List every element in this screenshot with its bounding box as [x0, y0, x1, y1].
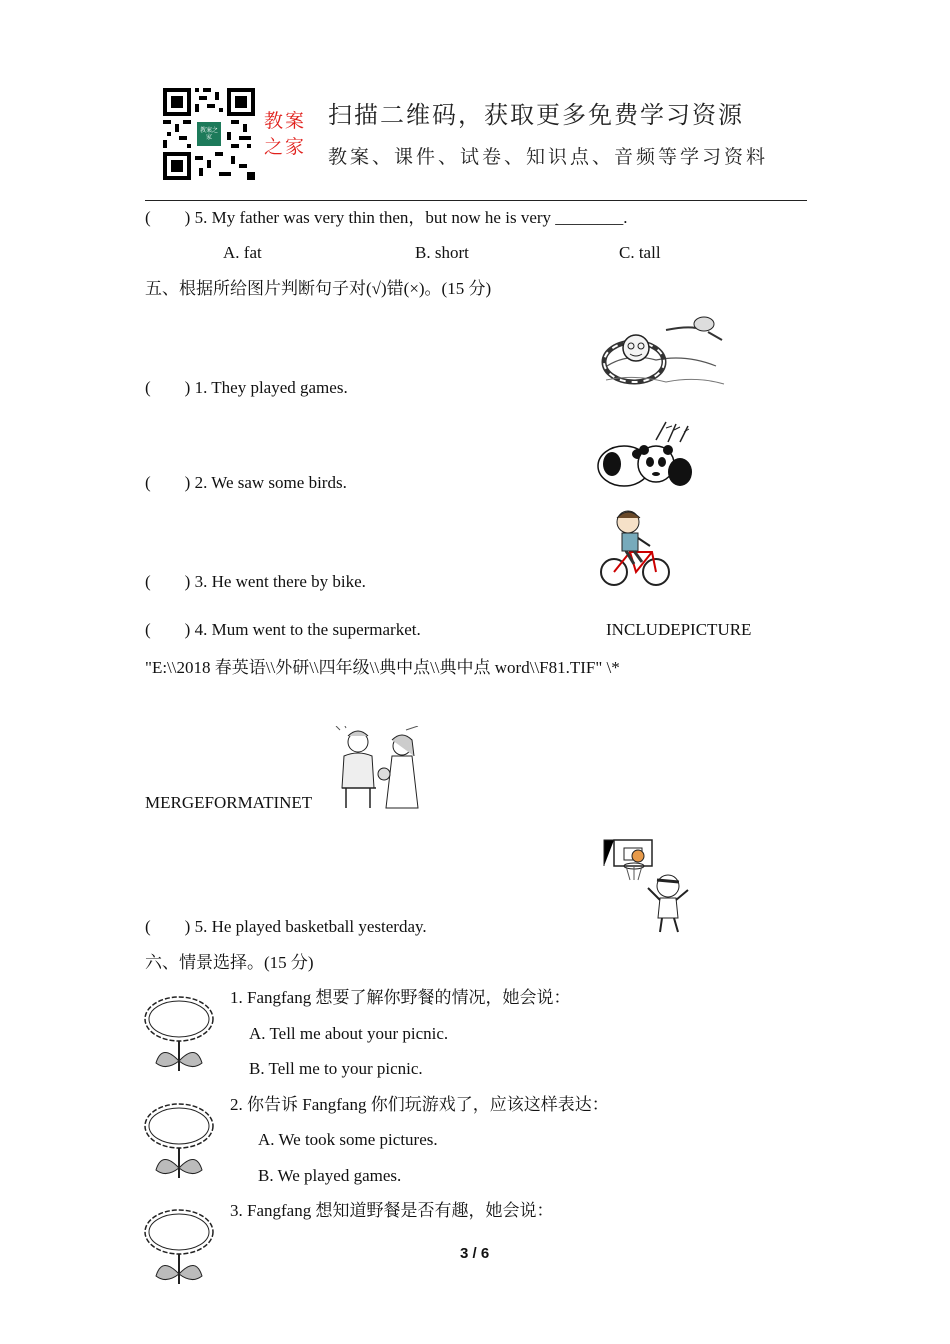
brand-line-1: 教案 [264, 110, 307, 132]
header-subtitle: 教案、课件、试卷、知识点、音频等学习资料 [328, 146, 769, 168]
s4-q5-option-a: A. fat [223, 243, 262, 262]
s6-q1-option-b: B. Tell me to your picnic. [249, 1059, 423, 1078]
qr-code[interactable] [163, 88, 255, 180]
s6-q2-option-b: B. We played games. [258, 1166, 402, 1185]
page-number: 3 / 6 [460, 1245, 490, 1262]
brand-logo [264, 108, 306, 160]
hospital-picture [334, 726, 420, 810]
s5-item-1: ( ) 1. They played games. [145, 378, 348, 397]
s6-q1-stem: 1. Fangfang 想要了解你野餐的情况，她会说： [230, 988, 571, 1007]
flower-icon [142, 1208, 220, 1286]
s5-item-2: ( ) 2. We saw some birds. [145, 473, 347, 492]
qr-logo-text: 教案之家 [200, 127, 219, 141]
s4-q5-option-b: B. short [415, 243, 469, 262]
flower-icon [142, 1102, 220, 1180]
s4-q5-option-c: C. tall [619, 243, 661, 262]
s6-q2-option-a: A. We took some pictures. [258, 1130, 438, 1149]
header-divider [145, 200, 807, 201]
s5-item-5: ( ) 5. He played basketball yesterday. [145, 917, 427, 936]
section6-title: 六、情景选择。(15 分) [145, 953, 314, 972]
s5-item-4: ( ) 4. Mum went to the supermarket. [145, 620, 421, 639]
bike-picture [598, 506, 674, 588]
s5-item-3: ( ) 3. He went there by bike. [145, 572, 366, 591]
basketball-picture [602, 836, 700, 934]
s4-q5-text: ( ) 5. My father was very thin then，but now he is very ________. [145, 208, 628, 227]
section5-title: 五、根据所给图片判断句子对(√)错(×)。(15 分) [145, 279, 492, 298]
flower-icon [142, 995, 220, 1073]
s6-q1-option-a: A. Tell me about your picnic. [249, 1024, 449, 1043]
field-code-path: "E:\\2018 春英语\\外研\\四年级\\典中点\\典中点 word\\F81.TIF" \* [145, 658, 620, 677]
field-code-includepicture: INCLUDEPICTURE [606, 620, 752, 639]
field-code-mergeformat: MERGEFORMATINET [145, 793, 313, 812]
s6-q3-stem: 3. Fangfang 想知道野餐是否有趣，她会说： [230, 1201, 554, 1220]
header-title: 扫描二维码，获取更多免费学习资源 [328, 101, 744, 129]
brand-line-2: 之家 [264, 136, 307, 158]
swimming-picture [596, 310, 730, 394]
s6-q2-stem: 2. 你告诉 Fangfang 你们玩游戏了，应该这样表达： [230, 1095, 609, 1114]
pandas-picture [596, 420, 694, 490]
